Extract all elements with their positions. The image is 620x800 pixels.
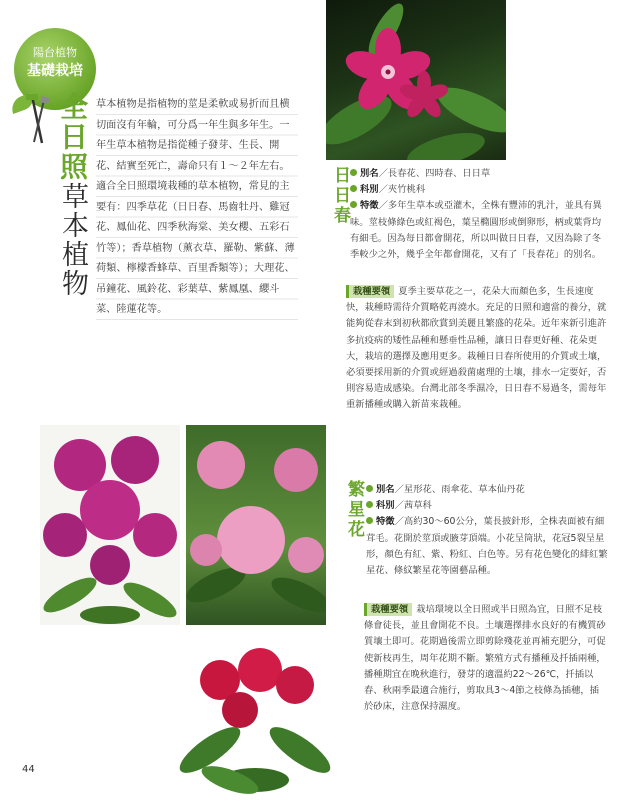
- care-label: 栽種要領: [346, 285, 394, 298]
- care-text: 栽培環境以全日照或半日照為宜，日照不足枝條會徒長，並且會開花不良。土壤選擇排水良好的有機質砂質壤土即可。花期過後需立即剪除殘花並再補充肥分，可促使新枝再生，周年花期不斷。繁殖方式有播種及扦插兩種，播種期宜在晚秋進行，發芽的適溫約22～26℃，扦插以春、秋兩季最適合施行，剪取具3～4節之枝條為插穗，插於砂床，注意保持濕度。: [364, 604, 606, 713]
- attr-row: 科別／茜草科: [366, 498, 608, 514]
- pentas-care: [364, 602, 608, 715]
- pentas-attributes: [366, 482, 608, 579]
- pentas-photo-purple: [40, 425, 180, 625]
- attr-value: 星形花、雨傘花、草本仙丹花: [403, 484, 525, 495]
- attr-row: 科別／夾竹桃科: [350, 182, 608, 198]
- attr-value: 茜草科: [403, 500, 432, 512]
- periwinkle-attributes: [350, 166, 608, 263]
- attr-key: 科別: [360, 184, 379, 196]
- attr-key: 特徵: [360, 200, 379, 212]
- attr-row: 特徵／多年生草本或亞灌木，全株有豐沛的乳汁，並具有異味。莖枝條綠色或紅褐色，葉呈橢圓形或倒卵形，柄或葉背均有細毛。因為每日都會開花，所以叫做日日春，又因為除了冬季較少之外，幾乎全年都會開花，又有了「長春花」的別名。: [350, 200, 602, 261]
- page-title: [52, 92, 92, 298]
- attr-value: 多年生草本或亞灌木，全株有豐沛的乳汁，並具有異味。莖枝條綠色或紅褐色，葉呈橢圓形或倒卵形，柄或葉背均有細毛。因為每日都會開花，所以叫做日日春，又因為除了冬季較少之外，幾乎全年都會開花，又有了「長春花」的別名。: [350, 200, 602, 261]
- bullet-dot-icon: [366, 517, 373, 524]
- care-label: 栽種要領: [364, 603, 412, 616]
- plant-name-pentas: 繁星花: [344, 480, 364, 540]
- care-text: 夏季主要草花之一，花朵大而顏色多，生長速度快，栽種時需待介質略乾再澆水。充足的日照和適當的養分，就能夠從春末到初秋都欣賞到美麗且繁盛的花朵。近年來新引進許多抗疫病的矮性品種和懸垂性品種，讓日日春更好種、花朵更大，栽培的選擇及應用更多。栽種日日春所使用的介質或土壤，必須要採用新的介質或經過殺菌處理的土壤，排水一定要好，否則容易造成感染。台灣北部冬季濕冷，日日春不易過冬，需每年重新播種或購入新苗來栽種。: [346, 286, 607, 411]
- attr-key: 科別: [376, 500, 395, 512]
- bullet-dot-icon: [350, 201, 357, 208]
- pentas-photo-pink: [186, 425, 326, 625]
- badge-line2: 基礎栽培: [27, 63, 83, 79]
- attr-value: 高約30～60公分，葉長披針形，全株表面被有細茸毛。花開於莖頂或腋芽頂端。小花呈筒狀，花冠5裂呈星形，顏色有紅、紫、粉紅、白色等。另有花色變化的緋紅繁星花、條紋繁星花等園藝品種。: [366, 516, 608, 577]
- badge-line1: 陽台植物: [33, 46, 77, 59]
- attr-key: 別名: [376, 484, 395, 495]
- attr-key: 別名: [360, 168, 379, 179]
- page-number: 44: [22, 764, 35, 775]
- periwinkle-care: [346, 284, 608, 414]
- bullet-dot-icon: [350, 185, 357, 192]
- bullet-dot-icon: [366, 485, 373, 492]
- bullet-dot-icon: [366, 501, 373, 508]
- intro-paragraph: 草本植物是指植物的莖是柔軟或易折而且横切面沒有年輪，可分爲一年生與多年生。一年生草本植物是指從種子發芽、生長、開花、結實至死亡，壽命只有１～２年左右。適合全日照環境栽種的草本植物，常見的主要有：四季草花（日日春、馬齒牡丹、雞冠花、鳳仙花、四季秋海棠、美女櫻、五彩石竹等）；香草植物（薰衣草、羅勒、紫蘇、薄荷類、檸檬香蜂草、百里香類等）；大理花、吊鐘花、風鈴花、彩葉草、紫鳳凰、纓斗菜、陸蓮花等。: [96, 95, 298, 321]
- attr-row: 別名／長春花、四時春、日日草: [350, 166, 608, 182]
- attr-row: 特徵／高約30～60公分，葉長披針形，全株表面被有細茸毛。花開於莖頂或腋芽頂端。小花呈筒狀，花冠5裂呈星形，顏色有紅、紫、粉紅、白色等。另有花色變化的緋紅繁星花、條紋繁星花等園藝品種。: [366, 516, 608, 577]
- bullet-dot-icon: [350, 169, 357, 176]
- title-highlight: 全日照: [56, 92, 89, 182]
- periwinkle-photo: [326, 0, 506, 160]
- attr-key: 特徵: [376, 516, 395, 528]
- title-rest: 草本植物: [57, 182, 88, 298]
- attr-value: 夾竹桃科: [387, 184, 426, 196]
- plant-name-periwinkle: 日日春: [330, 166, 350, 226]
- pentas-photo-red: [170, 640, 340, 800]
- attr-row: 別名／星形花、雨傘花、草本仙丹花: [366, 482, 608, 498]
- attr-value: 長春花、四時春、日日草: [387, 168, 491, 179]
